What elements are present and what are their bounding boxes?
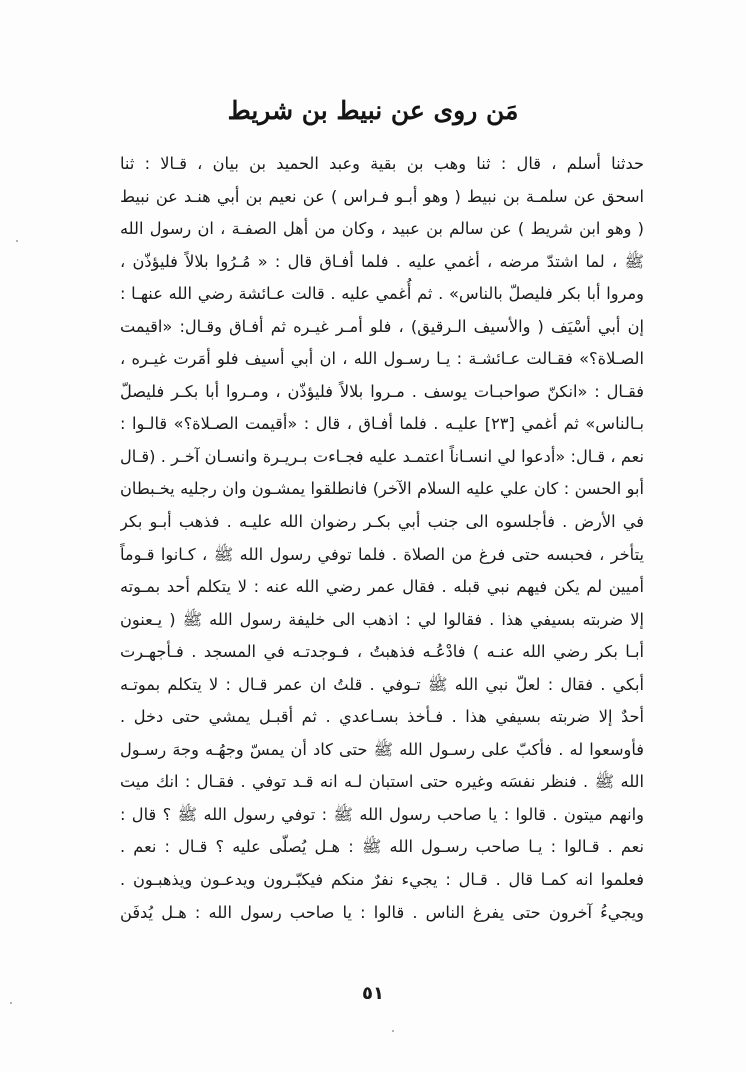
text-line: في الأرض . فأجلسوه الى جنب أبي بكـر رضوان الله عليـه . فذهب أبـو بكر [120,512,644,532]
text-line: أبـا بكر رضي الله عنـه ) فادْعُـه فذهبتُ ، فـوجدتـه في المسجد . فـأجهـرت [120,642,644,662]
text-line: إن أبي أسْيَف ( والأسيف الـرقيق) ، فلو أمـر غيـره ثم أفـاق وقـال: «اقيمت [120,316,644,336]
text-line: بـالناس» ثم أغمي [٢٣] عليـه . فلما أفـاق ، قال : «أقيمت الصـلاة؟» قالـوا : [120,414,644,434]
text-line: يتأخر ، فحبسه حتى فرغ من الصلاة . فلما توفي رسول الله ﷺ ، كـانوا قـوماً [120,544,644,564]
body-text [120,148,644,929]
text-line: نعم . قـالوا : يـا صاحب رسـول الله ﷺ : هـل يُصلّى عليه ؟ قـال : نعم . [120,837,644,857]
text-line: اسحق عن سلمـة بن نبيط ( وهو أبـو فـراس ) عن نعيم بن أبي هنـد عن نبيط [120,186,644,206]
text-line: ﷺ ، لما اشتدّ مرضه ، أغمي عليه . فلما أفـاق قال : « مُـرُوا بلالاً فليؤذّن ، [120,251,644,271]
text-line: فعلموا انه كمـا قال . قـال : يجيء نفرٌ منكم فيكبّـرون ويدعـون ويذهبـون . [120,870,644,890]
text-line: نعم ، قـال: «أدعوا لي انسـاناً اعتمـد عليه فجـاءت بـريـرة وانسـان آخـر . (قـال [120,446,644,466]
text-line: أميين لم يكن فيهم نبي قبله . فقال عمر رضي الله عنه : لا يتكلم أحد بمـوته [120,577,644,597]
text-line: فقـال : «انكنّ صواحبـات يوسف . مـروا بلالاً فليؤذّن ، ومـروا أبا بكـر فليصلّ [120,381,644,401]
text-line: وانهم ميتون . قالوا : يا صاحب رسول الله ﷺ : توفي رسول الله ﷺ ؟ قال : [120,804,644,824]
text-line: أحدٌ إلا ضربته بسيفي هذا . فـأخذ بسـاعدي . ثم أقبـل يمشي حتى دخل . [120,707,644,727]
text-line: إلا ضربته بسيفي هذا . فقالوا لي : اذهب الى خليفة رسول الله ﷺ ( يـعنون [120,609,644,629]
text-line: ( وهو ابن شريط ) عن سالم بن عبيد ، وكان من أهل الصفـة ، ان رسول الله [120,219,644,239]
scan-speck [10,1002,12,1004]
text-line: حدثنا أسلم ، قال : ثنا وهب بن بقية وعبد الحميد بن بيان ، قـالا : ثنا [120,154,644,173]
text-line: أبكي . فقال : لعلّ نبي الله ﷺ تـوفي . قلتُ ان عمر قـال : لا يتكلم بموتـه [120,674,644,694]
text-line: أبو الحسن : كان علي عليه السلام الآخر) فانطلقوا يمشـون وان رجليه يخـبطان [120,479,644,499]
scan-speck [16,240,18,242]
page-number: ٥١ [362,983,384,1004]
text-line: فأوسعوا له . فأكبّ على رسـول الله ﷺ حتى كاد أن يمسّ وجهُـه وجهَ رسـول [120,739,644,759]
scan-speck [392,1030,394,1032]
text-line: الصـلاة؟» فقـالت عـائشـة : يـا رسـول الله ، ان أبي أسيف فلو أمَرت غيـره ، [120,349,644,369]
text-line: ومروا أبا بكر فليصلّ بالناس» . ثم أُغمي عليه . قالت عـائشة رضي الله عنهـا : [120,284,644,304]
text-line: الله ﷺ . فنظر نفسَه وغيره حتى استبان لـه انه قـد توفي . فقـال : انك ميت [120,772,644,792]
text-line: ويجيءُ آخرون حتى يفرغ الناس . قالوا : يا صاحب رسول الله : هـل يُدفَن [120,902,644,922]
page-title: مَن روى عن نبيط بن شريط [227,96,519,125]
